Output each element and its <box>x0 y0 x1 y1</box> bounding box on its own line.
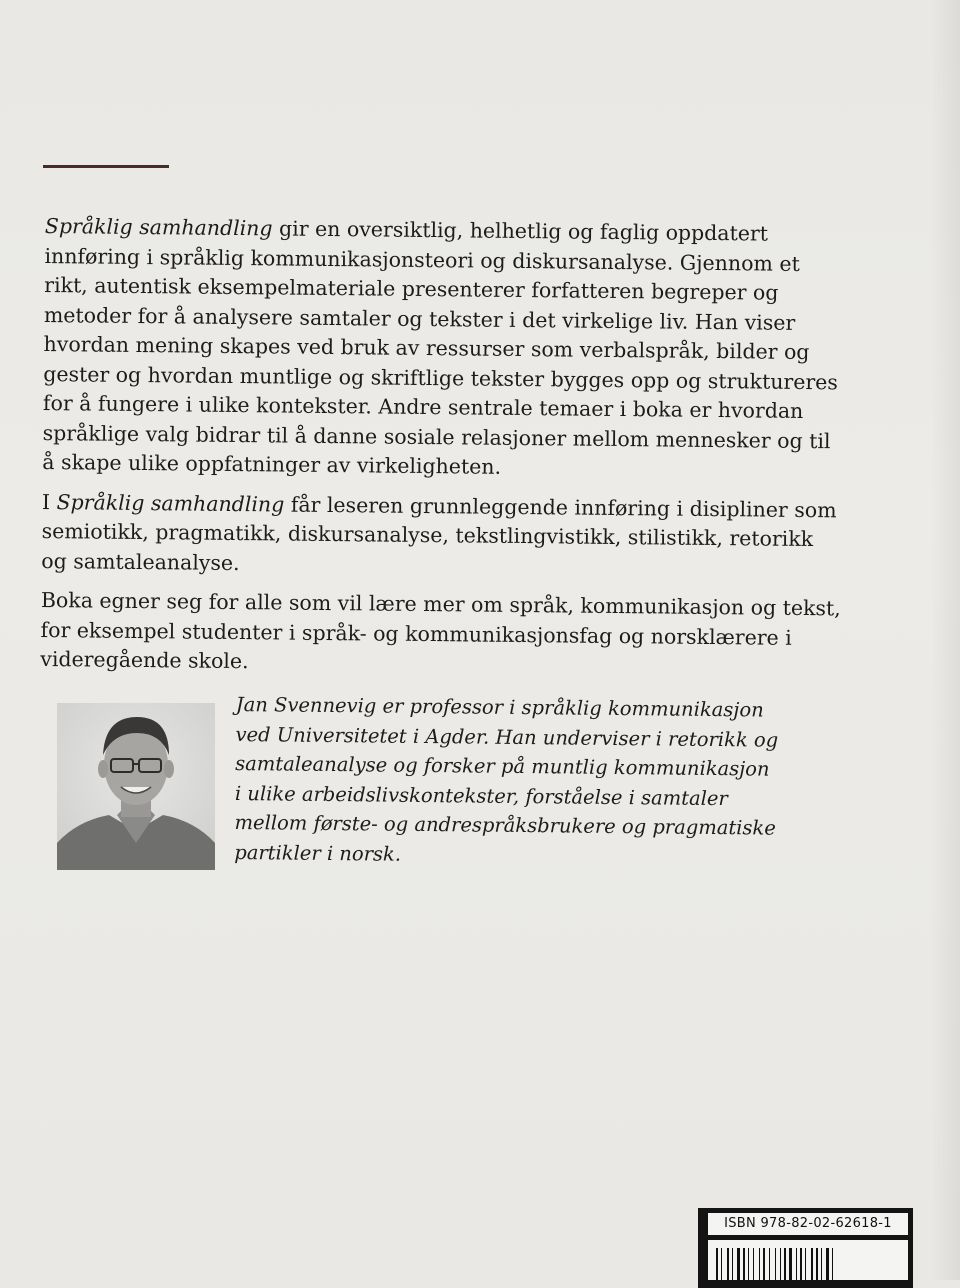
barcode-bar <box>821 1248 822 1280</box>
barcode-bar <box>796 1248 797 1280</box>
author-photo <box>57 703 215 870</box>
blurb-paragraph-2-prefix: I <box>41 489 57 514</box>
barcode-bar <box>800 1248 802 1280</box>
barcode-bar <box>826 1248 829 1280</box>
barcode-bar <box>763 1248 765 1280</box>
blurb-paragraph-1 <box>42 212 845 486</box>
barcode-bar <box>811 1248 813 1280</box>
barcode-bar <box>753 1248 754 1280</box>
isbn-label: ISBN 978-82-02-62618-1 <box>708 1213 908 1235</box>
barcode-bar <box>743 1248 745 1280</box>
barcode-bar <box>737 1248 740 1280</box>
page-edge-shadow <box>930 0 960 1280</box>
book-title-italic-2: Språklig samhandling <box>56 489 285 517</box>
barcode-bar <box>789 1248 792 1280</box>
barcode-bar <box>732 1248 733 1280</box>
back-cover-blurb <box>40 212 845 693</box>
barcode-bar <box>721 1248 722 1280</box>
blurb-paragraph-2 <box>41 487 842 584</box>
author-portrait-illustration <box>57 703 215 870</box>
blurb-paragraph-1-text: gir en oversiktlig, helhetlig og faglig oppdatert innføring i språklig kommunikasjonsteori og diskursanalyse. Gjennom et rikt, autentisk eksempelmateriale presenterer forfatteren begreper og metoder for å analysere samtaler og tekster i det virkelige liv. Han viser hvordan mening skapes ved bruk av ressurser som verbalspråk, bilder og gester og hvordan muntlige og skriftlige tekster bygges opp og struktureres for å fungere i ulike kontekster. Andre sentrale temaer i boka er hvordan språklige valg bidrar til å danne sosiale relasjoner mellom mennesker og til å skape ulike oppfatninger av virkeligheten. <box>42 216 839 479</box>
barcode-bar <box>727 1248 729 1280</box>
barcode-bar <box>832 1248 833 1280</box>
author-bio: Jan Svennevig er professor i språklig kommunikasjon ved Universitetet i Agder. Han underviser i retorikk og samtaleanalyse og forsker på muntlig kommunikasjon i ulike arbeidslivskontekster, forståelse i samtaler mellom første- og andrespråksbrukere og pragmatiske partikler i norsk. <box>234 692 779 866</box>
barcode-bar <box>784 1248 786 1280</box>
blurb-paragraph-3: Boka egner seg for alle som vil lære mer om språk, kommunikasjon og tekst, for eksempel studenter i språk- og kommunikasjonsfag og norsklærere i videregående skole. <box>40 587 841 674</box>
barcode-bar <box>759 1248 760 1280</box>
barcode-bar <box>769 1248 770 1280</box>
barcode-bar <box>805 1248 806 1280</box>
book-title-italic: Språklig samhandling <box>44 213 273 241</box>
barcode-bar <box>780 1248 781 1280</box>
blurb-paragraph-2-text: får leseren grunnleggende innføring i disipliner som semiotikk, pragmatikk, diskursanalyse, tekstlingvistikk, stilistikk, retorikk og samtaleanalyse. <box>41 492 837 575</box>
barcode-bar <box>748 1248 749 1280</box>
barcode-bar <box>775 1248 776 1280</box>
barcode <box>708 1240 908 1280</box>
barcode-bar <box>716 1248 718 1280</box>
decorative-rule <box>43 165 169 168</box>
barcode-bar <box>816 1248 818 1280</box>
